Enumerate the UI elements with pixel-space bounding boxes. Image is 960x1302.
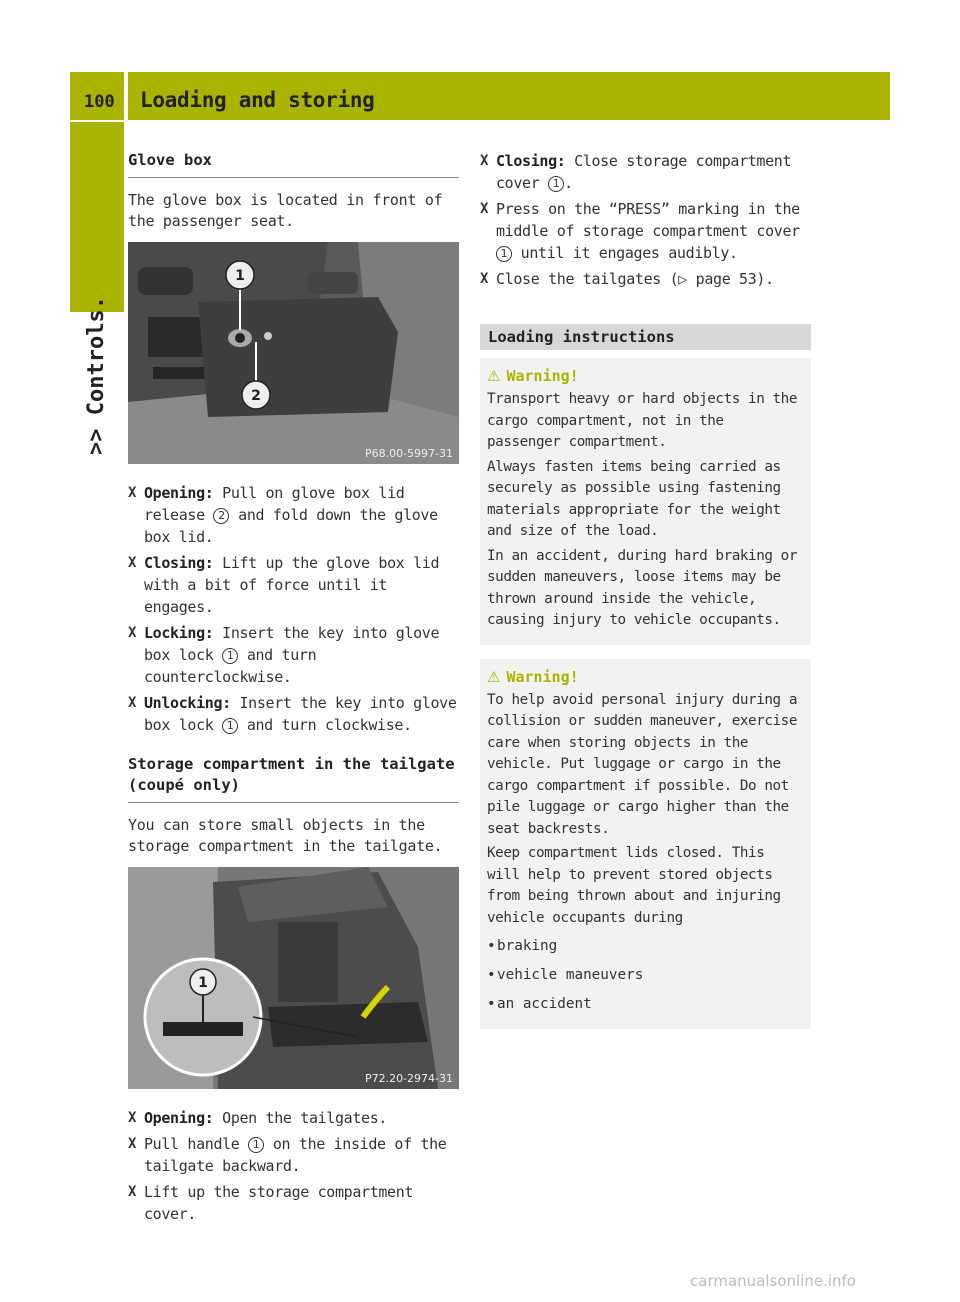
step-arrow-icon: X (128, 1184, 137, 1200)
step-arrow-icon: X (128, 555, 137, 571)
storage-steps (128, 1107, 459, 1225)
image-reference-tailgate: P72.20-2974-31 (364, 1072, 453, 1085)
warning-paragraph: Always fasten items being carried as securely as possible using fastening materials appropriate for the weight and size of the load. (487, 458, 781, 539)
step-lead: Locking: (144, 624, 214, 642)
warning-box-2 (480, 659, 811, 1030)
warning-paragraph: Keep compartment lids closed. This will help to prevent stored objects from being thrown about and injuring vehicle occupants during (487, 845, 781, 926)
instruction-step: X Closing: Close storage compartment cover 1 . (480, 152, 792, 192)
step-arrow-icon: X (480, 153, 489, 169)
step-arrow-icon: X (128, 695, 137, 711)
warning-1-paragraphs (487, 389, 803, 632)
glove-box-photo (128, 242, 459, 464)
step-lead: Opening: (144, 1109, 214, 1127)
storage-intro: You can store small objects in the storage compartment in the tailgate. (128, 816, 443, 855)
step-arrow-icon: X (128, 1136, 137, 1152)
right-column (480, 150, 811, 1043)
storage-title: Storage compartment in the tailgate (coupé only) (128, 754, 459, 803)
glove-box-intro: The glove box is located in front of the passenger seat. (128, 191, 443, 230)
callout-1: 1 (235, 268, 245, 284)
page-number: 100 (84, 92, 115, 112)
tailgate-photo (128, 867, 459, 1089)
step-arrow-icon: X (128, 625, 137, 641)
callout-ref: 1 (496, 246, 512, 262)
step-lead: Opening: (144, 484, 214, 502)
callout-ref: 1 (548, 176, 564, 192)
callout-ref: 1 (248, 1137, 264, 1153)
callout-1-tailgate: 1 (198, 975, 208, 991)
warning-icon: ⚠ (487, 667, 501, 686)
callout-2: 2 (251, 388, 261, 404)
instruction-step: X Opening: Open the tailgates. (128, 1109, 388, 1127)
instruction-step: X Lift up the storage compartment cover. (128, 1183, 414, 1223)
side-tab (70, 122, 124, 312)
storage-steps-continued (480, 150, 811, 290)
warning-heading-1-text: Warning! (506, 367, 579, 385)
step-lead: Closing: (496, 152, 566, 170)
warning-2-bullets (487, 932, 803, 1019)
instruction-step: X Opening: Pull on glove box lid release 2 and fold down the glove box lid. (128, 484, 438, 546)
bullet-item: • vehicle maneuvers (487, 961, 803, 990)
instruction-step: X Locking: Insert the key into glove box lock 1 and turn counterclockwise. (128, 624, 440, 686)
watermark: carmanualsonline.info (690, 1272, 856, 1290)
header-separator (124, 72, 128, 120)
left-column (128, 150, 459, 1229)
warning-heading-1 (487, 366, 803, 386)
image-reference: P68.00-5997-31 (364, 447, 453, 460)
instruction-step: X Close the tailgates (▷ page 53). (480, 270, 774, 288)
warning-paragraph: In an accident, during hard braking or sudden maneuvers, loose items may be thrown around inside the vehicle, causing injury to vehicle occupants. (487, 547, 797, 628)
step-arrow-icon: X (480, 271, 489, 287)
side-tab-label: >> Controls. (84, 296, 109, 455)
warning-heading-2-text: Warning! (506, 667, 579, 686)
warning-icon: ⚠ (487, 367, 501, 385)
page-title: Loading and storing (140, 88, 375, 112)
callout-ref: 1 (222, 648, 238, 664)
bullet-item: • braking (487, 932, 803, 961)
step-arrow-icon: X (128, 485, 137, 501)
warning-heading-2 (487, 667, 803, 687)
step-lead: Closing: (144, 554, 214, 572)
warning-2-paragraphs (487, 690, 803, 930)
step-lead: Unlocking: (144, 694, 231, 712)
callout-ref: 1 (222, 718, 238, 734)
step-arrow-icon: X (128, 1110, 137, 1126)
warning-paragraph: Transport heavy or hard objects in the cargo compartment, not in the passenger compartment. (487, 391, 797, 450)
bullet-item: • an accident (487, 990, 803, 1019)
instruction-step: X Pull handle 1 on the inside of the tailgate backward. (128, 1135, 447, 1175)
glove-box-steps (128, 482, 459, 736)
warning-box-1 (480, 358, 811, 645)
step-arrow-icon: X (480, 201, 489, 217)
callout-ref: 2 (213, 508, 229, 524)
warning-paragraph: To help avoid personal injury during a collision or sudden maneuver, exercise care when storing objects in the vehicle. Put luggage or cargo in the cargo compartment if possible. Do not pile luggage or cargo higher than the seat backrests. (487, 691, 797, 837)
instruction-step: X Closing: Lift up the glove box lid with a bit of force until it engages. (128, 554, 440, 616)
loading-title: Loading instructions (480, 324, 811, 350)
instruction-step: X Press on the “PRESS” marking in the middle of storage compartment cover 1 until it engages audibly. (480, 200, 800, 262)
instruction-step: X Unlocking: Insert the key into glove box lock 1 and turn clockwise. (128, 694, 457, 734)
glove-box-title: Glove box (128, 150, 459, 178)
